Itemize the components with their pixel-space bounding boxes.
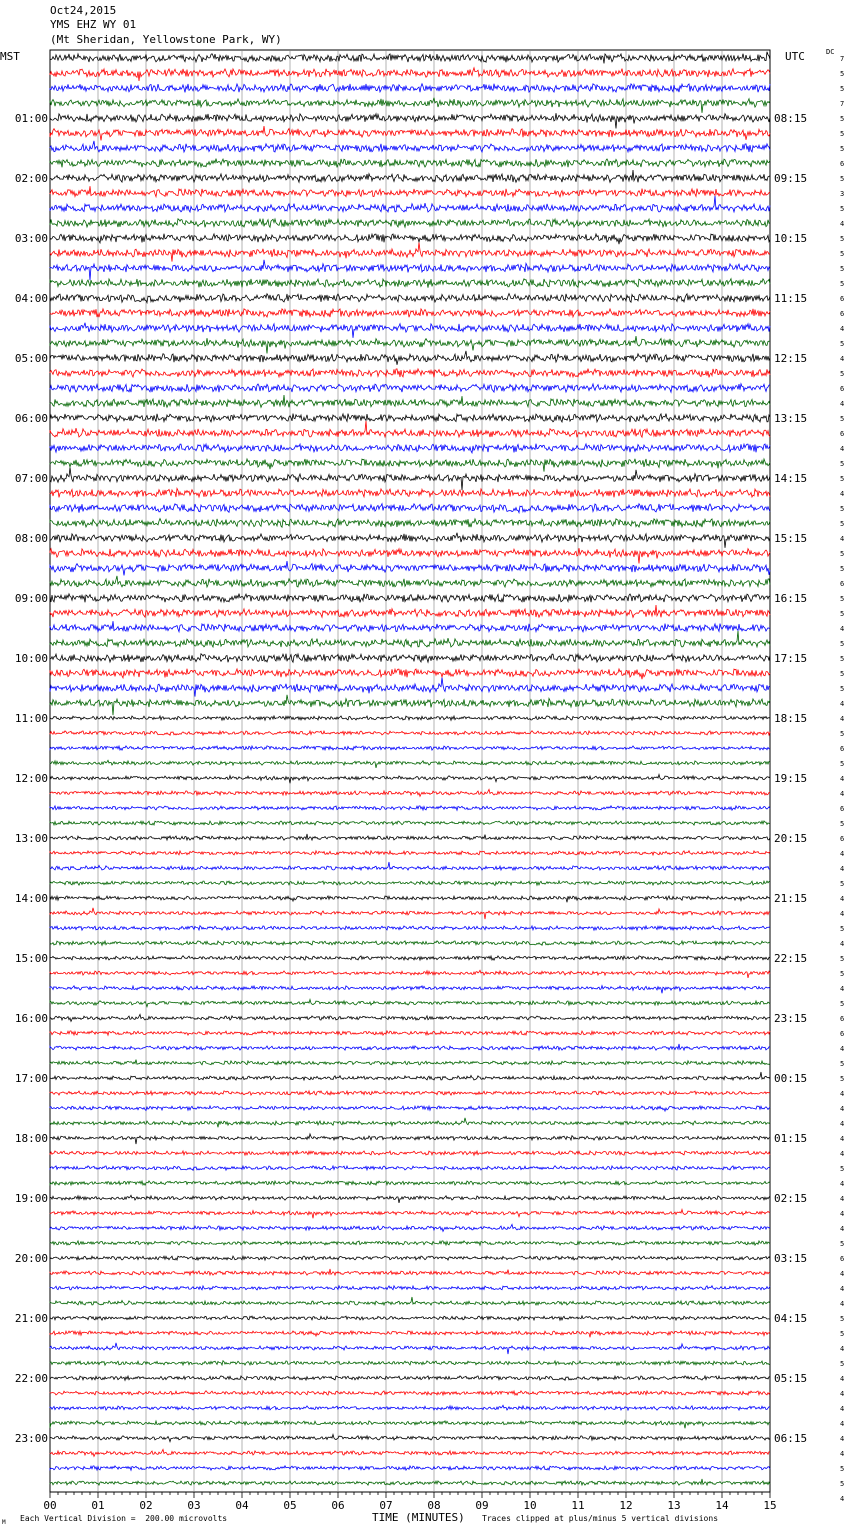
dc-offset-value: 4 bbox=[840, 1450, 845, 1458]
dc-offset-value: 5 bbox=[840, 640, 845, 648]
seismic-trace bbox=[50, 309, 770, 317]
dc-offset-value: 6 bbox=[840, 430, 845, 438]
dc-offset-value: 4 bbox=[840, 865, 845, 873]
dc-offset-value: 5 bbox=[840, 970, 845, 978]
seismic-trace bbox=[50, 561, 770, 575]
dc-offset-value: 4 bbox=[840, 715, 845, 723]
dc-offset-value: 5 bbox=[840, 70, 845, 78]
mst-hour-label: 05:00 bbox=[14, 352, 48, 365]
seismic-trace bbox=[50, 746, 770, 750]
dc-offset-value: 4 bbox=[840, 1390, 845, 1398]
x-axis-label: TIME (MINUTES) bbox=[372, 1511, 465, 1524]
dc-offset-value: 6 bbox=[840, 745, 845, 753]
dc-offset-value: 4 bbox=[840, 790, 845, 798]
dc-offset-value: 6 bbox=[840, 835, 845, 843]
utc-hour-label: 18:15 bbox=[774, 712, 808, 725]
seismic-trace bbox=[50, 1297, 770, 1305]
x-tick-label: 07 bbox=[379, 1499, 393, 1512]
mst-hour-label: 17:00 bbox=[14, 1072, 48, 1085]
x-tick-label: 09 bbox=[475, 1499, 489, 1512]
dc-offset-value: 4 bbox=[840, 1495, 845, 1503]
seismic-trace bbox=[50, 68, 770, 81]
mst-hour-label: 02:00 bbox=[14, 172, 48, 185]
seismic-trace bbox=[50, 1331, 770, 1337]
dc-offset-value: 5 bbox=[840, 370, 845, 378]
dc-offset-value: 4 bbox=[840, 1285, 845, 1293]
mst-hour-label: 15:00 bbox=[14, 952, 48, 965]
dc-offset-value: 5 bbox=[840, 175, 845, 183]
dc-offset-value: 4 bbox=[840, 1420, 845, 1428]
seismic-trace bbox=[50, 1118, 770, 1128]
seismic-trace bbox=[50, 336, 770, 353]
seismic-trace bbox=[50, 1014, 770, 1021]
x-tick-label: 06 bbox=[331, 1499, 345, 1512]
dc-offset-value: 7 bbox=[840, 55, 845, 63]
utc-hour-label: 21:15 bbox=[774, 892, 808, 905]
dc-offset-value: 4 bbox=[840, 1225, 845, 1233]
dc-offset-value: 4 bbox=[840, 1135, 845, 1143]
utc-hour-label: 08:15 bbox=[774, 112, 808, 125]
seismic-trace bbox=[50, 821, 770, 825]
seismic-trace bbox=[50, 631, 770, 647]
dc-offset-value: 4 bbox=[840, 850, 845, 858]
dc-offset-value: 4 bbox=[840, 1375, 845, 1383]
seismic-trace bbox=[50, 1044, 770, 1050]
seismic-trace bbox=[50, 594, 770, 603]
dc-offset-value: 6 bbox=[840, 805, 845, 813]
seismic-trace bbox=[50, 1031, 770, 1035]
mst-hour-label: 06:00 bbox=[14, 412, 48, 425]
dc-offset-value: 4 bbox=[840, 700, 845, 708]
seismic-trace bbox=[50, 323, 770, 338]
seismic-trace bbox=[50, 219, 770, 228]
mst-hour-label: 07:00 bbox=[14, 472, 48, 485]
seismic-trace bbox=[50, 1072, 770, 1080]
seismic-trace bbox=[50, 862, 770, 870]
seismic-trace bbox=[50, 716, 770, 720]
dc-offset-value: 4 bbox=[840, 1300, 845, 1308]
seismic-trace bbox=[50, 731, 770, 736]
left-timezone-label: MST bbox=[0, 50, 20, 63]
dc-offset-value: 5 bbox=[840, 130, 845, 138]
utc-hour-label: 20:15 bbox=[774, 832, 808, 845]
dc-offset-value: 4 bbox=[840, 775, 845, 783]
dc-offset-value: 4 bbox=[840, 325, 845, 333]
seismic-trace bbox=[50, 84, 770, 93]
dc-offset-value: 5 bbox=[840, 505, 845, 513]
dc-offset-value: 5 bbox=[840, 520, 845, 528]
seismic-trace bbox=[50, 351, 770, 365]
seismic-trace bbox=[50, 1343, 770, 1354]
seismic-trace bbox=[50, 1195, 770, 1203]
dc-offset-value: 5 bbox=[840, 595, 845, 603]
dc-offset-value: 6 bbox=[840, 385, 845, 393]
seismic-trace bbox=[50, 941, 770, 945]
dc-offset-value: 5 bbox=[840, 1075, 845, 1083]
utc-hour-label: 13:15 bbox=[774, 412, 808, 425]
dc-offset-value: 5 bbox=[840, 1360, 845, 1368]
seismic-trace bbox=[50, 468, 770, 491]
dc-offset-value: 5 bbox=[840, 235, 845, 243]
dc-offset-value: 5 bbox=[840, 280, 845, 288]
seismic-trace bbox=[50, 1405, 770, 1410]
x-tick-label: 14 bbox=[715, 1499, 729, 1512]
dc-offset-value: 4 bbox=[840, 1345, 845, 1353]
seismic-trace bbox=[50, 1241, 770, 1245]
dc-offset-value: 7 bbox=[840, 100, 845, 108]
mst-hour-label: 01:00 bbox=[14, 112, 48, 125]
utc-hour-label: 14:15 bbox=[774, 472, 808, 485]
dc-offset-value: 4 bbox=[840, 910, 845, 918]
seismic-trace bbox=[50, 1000, 770, 1007]
dc-offset-value: 3 bbox=[840, 190, 845, 198]
dc-offset-value: 5 bbox=[840, 1330, 845, 1338]
x-tick-label: 02 bbox=[139, 1499, 153, 1512]
dc-offset-value: 5 bbox=[840, 145, 845, 153]
seismic-trace bbox=[50, 444, 770, 453]
x-tick-label: 01 bbox=[91, 1499, 105, 1512]
dc-offset-value: 5 bbox=[840, 415, 845, 423]
seismic-trace bbox=[50, 1479, 770, 1485]
dc-offset-value: 5 bbox=[840, 760, 845, 768]
dc-offset-value: 6 bbox=[840, 295, 845, 303]
dc-offset-value: 6 bbox=[840, 310, 845, 318]
dc-offset-header: DC bbox=[826, 48, 835, 56]
mst-hour-label: 14:00 bbox=[14, 892, 48, 905]
utc-hour-label: 10:15 bbox=[774, 232, 808, 245]
dc-offset-value: 4 bbox=[840, 1150, 845, 1158]
seismic-trace bbox=[50, 1316, 770, 1321]
seismic-trace bbox=[50, 1435, 770, 1442]
mst-hour-label: 09:00 bbox=[14, 592, 48, 605]
x-tick-label: 05 bbox=[283, 1499, 297, 1512]
seismic-trace bbox=[50, 126, 770, 140]
seismic-trace bbox=[50, 395, 770, 407]
right-timezone-label: UTC bbox=[785, 50, 805, 63]
seismic-trace bbox=[50, 1286, 770, 1290]
seismic-trace bbox=[50, 576, 770, 587]
station-code: YMS EHZ WY 01 bbox=[50, 18, 137, 31]
seismic-trace bbox=[50, 186, 770, 197]
dc-offset-value: 4 bbox=[840, 985, 845, 993]
mst-hour-label: 16:00 bbox=[14, 1012, 48, 1025]
seismic-trace bbox=[50, 1361, 770, 1366]
mst-hour-label: 23:00 bbox=[14, 1432, 48, 1445]
dc-offset-value: 4 bbox=[840, 1270, 845, 1278]
utc-hour-label: 23:15 bbox=[774, 1012, 808, 1025]
seismic-trace bbox=[50, 113, 770, 128]
seismic-trace bbox=[50, 1256, 770, 1260]
dc-offset-value: 4 bbox=[840, 1180, 845, 1188]
seismic-trace bbox=[50, 459, 770, 472]
seismic-trace bbox=[50, 1151, 770, 1155]
x-tick-label: 15 bbox=[763, 1499, 777, 1512]
utc-hour-label: 12:15 bbox=[774, 352, 808, 365]
station-location: (Mt Sheridan, Yellowstone Park, WY) bbox=[50, 33, 282, 46]
mst-hour-label: 20:00 bbox=[14, 1252, 48, 1265]
dc-offset-value: 4 bbox=[840, 1120, 845, 1128]
mst-hour-label: 11:00 bbox=[14, 712, 48, 725]
seismic-trace bbox=[50, 1269, 770, 1275]
x-tick-label: 08 bbox=[427, 1499, 441, 1512]
mst-hour-label: 04:00 bbox=[14, 292, 48, 305]
dc-offset-value: 5 bbox=[840, 670, 845, 678]
seismic-trace bbox=[50, 1391, 770, 1395]
utc-hour-label: 09:15 bbox=[774, 172, 808, 185]
seismic-trace bbox=[50, 141, 770, 152]
seismic-trace bbox=[50, 243, 770, 262]
mst-hour-label: 12:00 bbox=[14, 772, 48, 785]
seismic-trace bbox=[50, 1466, 770, 1470]
seismic-trace bbox=[50, 279, 770, 288]
seismic-trace bbox=[50, 548, 770, 563]
dc-offset-value: 5 bbox=[840, 550, 845, 558]
seismic-trace bbox=[50, 605, 770, 617]
dc-offset-value: 4 bbox=[840, 625, 845, 633]
x-tick-label: 11 bbox=[571, 1499, 585, 1512]
mst-hour-label: 18:00 bbox=[14, 1132, 48, 1145]
mst-hour-label: 22:00 bbox=[14, 1372, 48, 1385]
seismic-trace bbox=[50, 1091, 770, 1095]
seismic-trace bbox=[50, 234, 770, 245]
seismic-trace bbox=[50, 1106, 770, 1111]
seismic-trace bbox=[50, 926, 770, 931]
dc-offset-value: 4 bbox=[840, 1090, 845, 1098]
utc-hour-label: 19:15 bbox=[774, 772, 808, 785]
dc-offset-value: 5 bbox=[840, 565, 845, 573]
seismic-trace bbox=[50, 806, 770, 810]
seismic-trace bbox=[50, 170, 770, 182]
seismic-trace bbox=[50, 488, 770, 497]
seismic-trace bbox=[50, 260, 770, 280]
seismic-trace bbox=[50, 896, 770, 902]
dc-offset-value: 4 bbox=[840, 1405, 845, 1413]
utc-hour-label: 15:15 bbox=[774, 532, 808, 545]
dc-offset-value: 5 bbox=[840, 115, 845, 123]
seismic-trace bbox=[50, 504, 770, 513]
seismic-trace bbox=[50, 986, 770, 994]
dc-offset-value: 5 bbox=[840, 85, 845, 93]
seismic-trace bbox=[50, 775, 770, 784]
dc-offset-value: 4 bbox=[840, 940, 845, 948]
dc-offset-value: 4 bbox=[840, 535, 845, 543]
mst-hour-label: 03:00 bbox=[14, 232, 48, 245]
utc-hour-label: 06:15 bbox=[774, 1432, 808, 1445]
utc-hour-label: 00:15 bbox=[774, 1072, 808, 1085]
dc-offset-value: 5 bbox=[840, 925, 845, 933]
seismic-trace bbox=[50, 1060, 770, 1065]
seismic-trace bbox=[50, 970, 770, 978]
dc-offset-value: 5 bbox=[840, 1465, 845, 1473]
seismic-trace bbox=[50, 851, 770, 855]
chart-date: Oct24,2015 bbox=[50, 4, 117, 17]
seismic-trace bbox=[50, 384, 770, 392]
seismic-trace bbox=[50, 294, 770, 303]
seismic-trace bbox=[50, 1224, 770, 1231]
dc-offset-value: 4 bbox=[840, 400, 845, 408]
dc-offset-value: 6 bbox=[840, 1255, 845, 1263]
utc-hour-label: 16:15 bbox=[774, 592, 808, 605]
seismic-trace bbox=[50, 369, 770, 378]
dc-offset-value: 4 bbox=[840, 220, 845, 228]
dc-offset-value: 4 bbox=[840, 1210, 845, 1218]
dc-offset-value: 4 bbox=[840, 895, 845, 903]
seismic-trace bbox=[50, 414, 770, 422]
dc-offset-value: 4 bbox=[840, 490, 845, 498]
dc-offset-value: 5 bbox=[840, 655, 845, 663]
x-tick-label: 10 bbox=[523, 1499, 537, 1512]
dc-offset-value: 4 bbox=[840, 1195, 845, 1203]
dc-offset-value: 4 bbox=[840, 445, 845, 453]
seismic-trace bbox=[50, 654, 770, 663]
dc-offset-value: 6 bbox=[840, 580, 845, 588]
dc-offset-value: 5 bbox=[840, 1480, 845, 1488]
dc-offset-value: 5 bbox=[840, 880, 845, 888]
seismic-trace bbox=[50, 760, 770, 768]
dc-offset-value: 5 bbox=[840, 250, 845, 258]
dc-offset-value: 6 bbox=[840, 160, 845, 168]
seismic-trace bbox=[50, 789, 770, 796]
dc-offset-value: 5 bbox=[840, 460, 845, 468]
dc-offset-value: 6 bbox=[840, 1015, 845, 1023]
seismic-trace bbox=[50, 1166, 770, 1171]
mst-hour-label: 13:00 bbox=[14, 832, 48, 845]
dc-offset-value: 5 bbox=[840, 610, 845, 618]
dc-offset-value: 5 bbox=[840, 1165, 845, 1173]
utc-hour-label: 03:15 bbox=[774, 1252, 808, 1265]
dc-offset-value: 5 bbox=[840, 1240, 845, 1248]
seismic-trace bbox=[50, 1134, 770, 1144]
seismic-trace bbox=[50, 1376, 770, 1380]
dc-offset-value: 4 bbox=[840, 1435, 845, 1443]
dc-offset-value: 4 bbox=[840, 355, 845, 363]
x-tick-label: 03 bbox=[187, 1499, 201, 1512]
mst-hour-label: 10:00 bbox=[14, 652, 48, 665]
utc-hour-label: 01:15 bbox=[774, 1132, 808, 1145]
dc-offset-value: 6 bbox=[840, 1030, 845, 1038]
mst-hour-label: 19:00 bbox=[14, 1192, 48, 1205]
seismic-trace bbox=[50, 834, 770, 840]
seismic-trace bbox=[50, 1210, 770, 1219]
dc-offset-value: 4 bbox=[840, 1105, 845, 1113]
utc-hour-label: 22:15 bbox=[774, 952, 808, 965]
dc-offset-value: 5 bbox=[840, 685, 845, 693]
x-tick-label: 12 bbox=[619, 1499, 633, 1512]
seismic-trace bbox=[50, 98, 770, 113]
seismic-trace bbox=[50, 695, 770, 715]
seismic-trace bbox=[50, 52, 770, 64]
dc-offset-value: 5 bbox=[840, 730, 845, 738]
dc-offset-value: 5 bbox=[840, 1315, 845, 1323]
dc-offset-value: 5 bbox=[840, 475, 845, 483]
seismic-trace bbox=[50, 621, 770, 632]
utc-hour-label: 05:15 bbox=[774, 1372, 808, 1385]
seismic-trace bbox=[50, 421, 770, 437]
seismic-trace bbox=[50, 1449, 770, 1456]
seismic-trace bbox=[50, 1421, 770, 1429]
clip-note: Traces clipped at plus/minus 5 vertical divisions bbox=[482, 1514, 719, 1523]
utc-hour-label: 02:15 bbox=[774, 1192, 808, 1205]
seismic-trace bbox=[50, 956, 770, 960]
mst-hour-label: 08:00 bbox=[14, 532, 48, 545]
seismic-trace bbox=[50, 881, 770, 886]
division-note: Each Vertical Division = 200.00 microvolts bbox=[20, 1514, 228, 1523]
seismic-trace bbox=[50, 1181, 770, 1185]
x-tick-label: 13 bbox=[667, 1499, 681, 1512]
seismic-trace bbox=[50, 908, 770, 919]
seismic-trace bbox=[50, 669, 770, 680]
seismic-trace bbox=[50, 519, 770, 528]
dc-offset-value: 5 bbox=[840, 340, 845, 348]
logo-mark: M bbox=[2, 1519, 6, 1526]
dc-offset-value: 4 bbox=[840, 1045, 845, 1053]
utc-hour-label: 11:15 bbox=[774, 292, 808, 305]
mst-hour-label: 21:00 bbox=[14, 1312, 48, 1325]
seismic-trace bbox=[50, 533, 770, 548]
dc-offset-value: 5 bbox=[840, 955, 845, 963]
dc-offset-value: 5 bbox=[840, 1000, 845, 1008]
dc-offset-value: 5 bbox=[840, 820, 845, 828]
dc-offset-value: 5 bbox=[840, 205, 845, 213]
utc-hour-label: 04:15 bbox=[774, 1312, 808, 1325]
dc-offset-value: 5 bbox=[840, 1060, 845, 1068]
dc-offset-value: 5 bbox=[840, 265, 845, 273]
seismic-trace bbox=[50, 159, 770, 168]
seismic-trace bbox=[50, 678, 770, 697]
x-tick-label: 00 bbox=[43, 1499, 57, 1512]
utc-hour-label: 17:15 bbox=[774, 652, 808, 665]
seismic-trace bbox=[50, 196, 770, 212]
x-tick-label: 04 bbox=[235, 1499, 249, 1512]
